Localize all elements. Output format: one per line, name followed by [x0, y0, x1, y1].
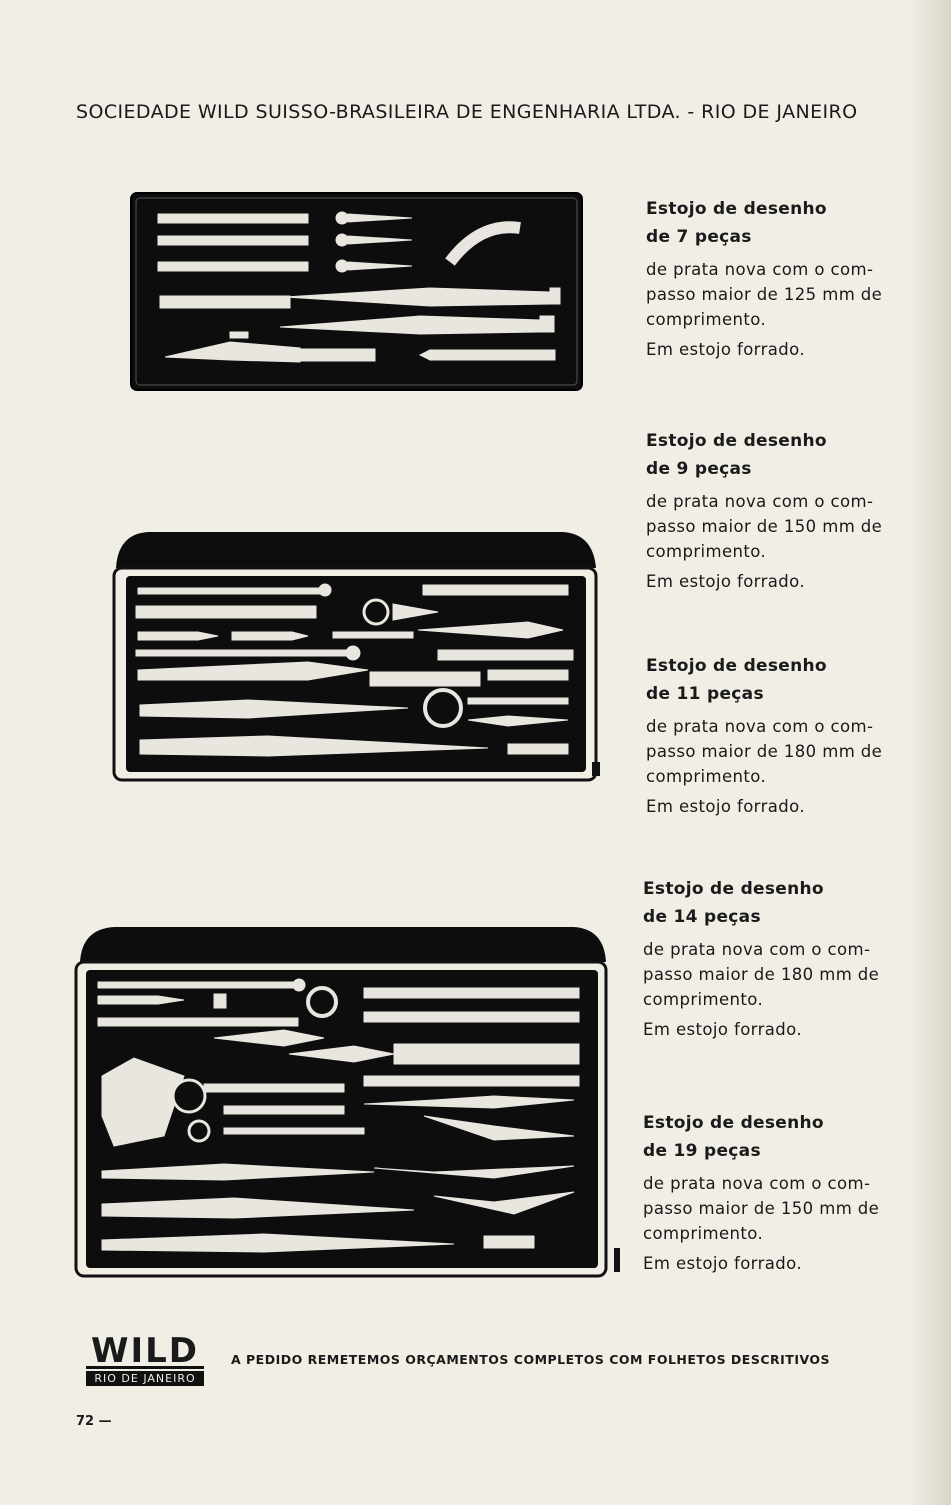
product-7-description: [646, 195, 921, 362]
product-details: de prata nova com o com- passo maior de 180 mm de comprimento.: [643, 940, 880, 1009]
product-19-description: [643, 1109, 918, 1276]
product-details: de prata nova com o com- passo maior de 125 mm de comprimento.: [646, 260, 883, 329]
logo-subtitle: RIO DE JANEIRO: [86, 1371, 204, 1386]
product-case-note: Em estojo forrado.: [646, 797, 805, 816]
page-number: 72 —: [76, 1414, 112, 1429]
product-case-note: Em estojo forrado.: [646, 340, 805, 359]
logo-wordmark: WILD: [86, 1336, 204, 1369]
product-title-line-1: Estojo de desenho: [646, 431, 827, 451]
product-details: de prata nova com o com- passo maior de 150 mm de comprimento.: [643, 1174, 880, 1243]
footer-note: A PEDIDO REMETEMOS ORÇAMENTOS COMPLETOS COM FOLHETOS DESCRITIVOS: [231, 1352, 831, 1367]
drawing-set-9-image: [108, 530, 603, 782]
product-case-note: Em estojo forrado.: [643, 1254, 802, 1273]
product-title-line-1: Estojo de desenho: [643, 1113, 824, 1133]
product-title-line-2: de 14 peças: [643, 907, 761, 927]
product-title-line-2: de 7 peças: [646, 227, 752, 247]
product-title-line-2: de 9 peças: [646, 459, 752, 479]
product-title-line-1: Estojo de desenho: [646, 199, 827, 219]
product-title-line-1: Estojo de desenho: [643, 879, 824, 899]
product-case-note: Em estojo forrado.: [643, 1020, 802, 1039]
product-title-line-2: de 11 peças: [646, 684, 764, 704]
drawing-set-7-image: [130, 192, 583, 392]
product-case-note: Em estojo forrado.: [646, 572, 805, 591]
product-11-description: [646, 652, 921, 819]
product-details: de prata nova com o com- passo maior de 180 mm de comprimento.: [646, 717, 883, 786]
wild-logo: [86, 1331, 204, 1386]
product-title-line-2: de 19 peças: [643, 1141, 761, 1161]
page-header: SOCIEDADE WILD SUISSO-BRASILEIRA DE ENGENHARIA LTDA. - RIO DE JANEIRO: [76, 101, 858, 123]
product-details: de prata nova com o com- passo maior de 150 mm de comprimento.: [646, 492, 883, 561]
drawing-set-14-image: [74, 926, 622, 1278]
product-14-description: [643, 875, 918, 1042]
product-title-line-1: Estojo de desenho: [646, 656, 827, 676]
product-9-description: [646, 427, 921, 594]
